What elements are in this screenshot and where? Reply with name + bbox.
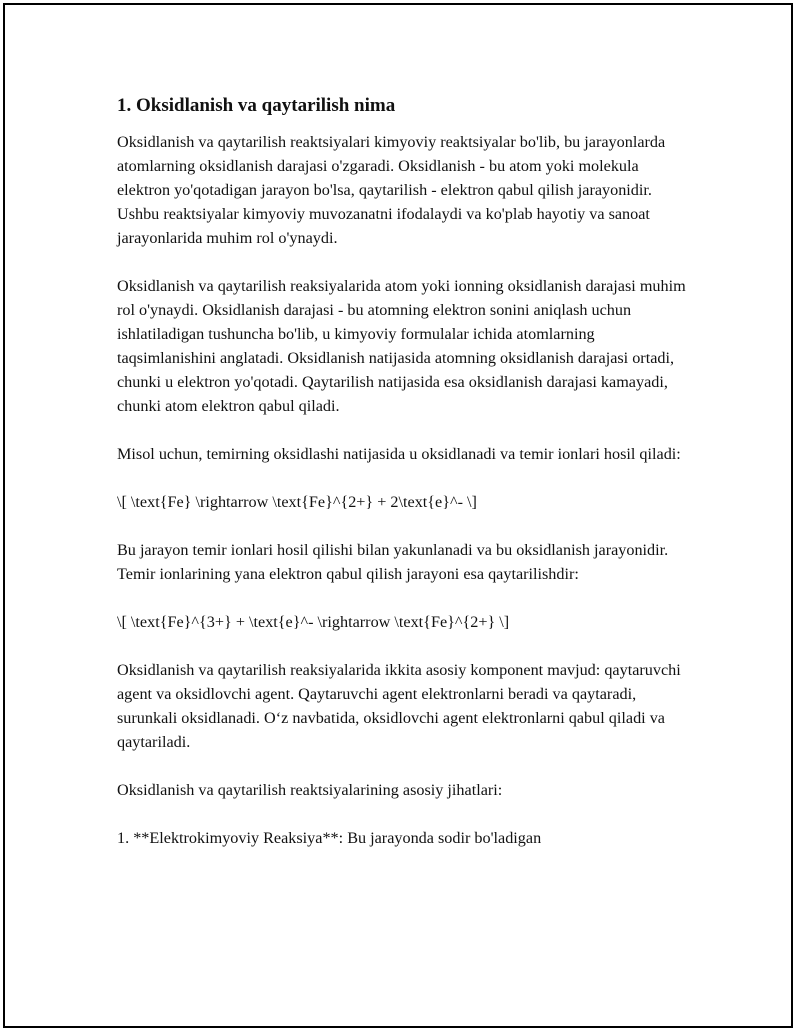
spacer (117, 586, 687, 610)
equation-reduction: \[ \text{Fe}^{3+} + \text{e}^- \rightarrow \text{Fe}^{2+} \] (117, 613, 510, 631)
paragraph-aspects-intro: Oksidlanish va qaytarilish reaktsiyalarining asosiy jihatlari: (117, 781, 503, 799)
equation-oxidation: \[ \text{Fe} \rightarrow \text{Fe}^{2+} + 2\text{e}^- \] (117, 493, 477, 511)
spacer (117, 418, 687, 442)
spacer (117, 514, 687, 538)
spacer (117, 754, 687, 778)
paragraph-agents: Oksidlanish va qaytarilish reaksiyalarida ikkita asosiy komponent mavjud: qaytaruvchi agent va oksidlovchi agent. Qaytaruvchi agent elektronlarni beradi va qaytaradi, surunkali oksidlanadi. O‘z navbatida, oksidlovchi agent elektronlarni qabul qiladi va qaytariladi. (117, 661, 681, 751)
document-body (117, 94, 687, 850)
paragraph-reduction: Bu jarayon temir ionlari hosil qilishi bilan yakunlanadi va bu oksidlanish jarayonidir. Temir ionlarining yana elektron qabul qilish jarayoni esa qaytarilishdir: (117, 541, 669, 583)
spacer (117, 802, 687, 826)
spacer (117, 250, 687, 274)
spacer (117, 634, 687, 658)
paragraph-oxidation-state: Oksidlanish va qaytarilish reaksiyalarida atom yoki ionning oksidlanish darajasi muhim rol o'ynaydi. Oksidlanish darajasi - bu atomning elektron sonini aniqlash uchun ishlatiladigan tushuncha bo'lib, u kimyoviy formulalar ichida atomlarning taqsimlanishini anglatadi. Oksidlanish natijasida atomning oksidlanish darajasi ortadi, chunki u elektron yo'qotadi. Qaytarilish natijasida esa oksidlanish darajasi kamayadi, chunki atom elektron qabul qiladi. (117, 277, 686, 415)
spacer (117, 466, 687, 490)
spacer (117, 118, 687, 130)
list-item-electrochemical: 1. **Elektrokimyoviy Reaksiya**: Bu jarayonda sodir bo'ladigan (117, 829, 542, 847)
paragraph-example: Misol uchun, temirning oksidlashi natijasida u oksidlanadi va temir ionlari hosil qiladi: (117, 445, 681, 463)
section-heading: 1. Oksidlanish va qaytarilish nima (117, 95, 396, 116)
paragraph-intro: Oksidlanish va qaytarilish reaktsiyalari kimyoviy reaktsiyalar bo'lib, bu jarayonlarda atomlarning oksidlanish darajasi o'zgaradi. Oksidlanish - bu atom yoki molekula elektron yo'qotadigan jarayon bo'lsa, qaytarilish - elektron qabul qilish jarayonidir. Ushbu reaktsiyalar kimyoviy muvozanatni ifodalaydi va ko'plab hayotiy va sanoat jarayonlarida muhim rol o'ynaydi. (117, 133, 666, 247)
